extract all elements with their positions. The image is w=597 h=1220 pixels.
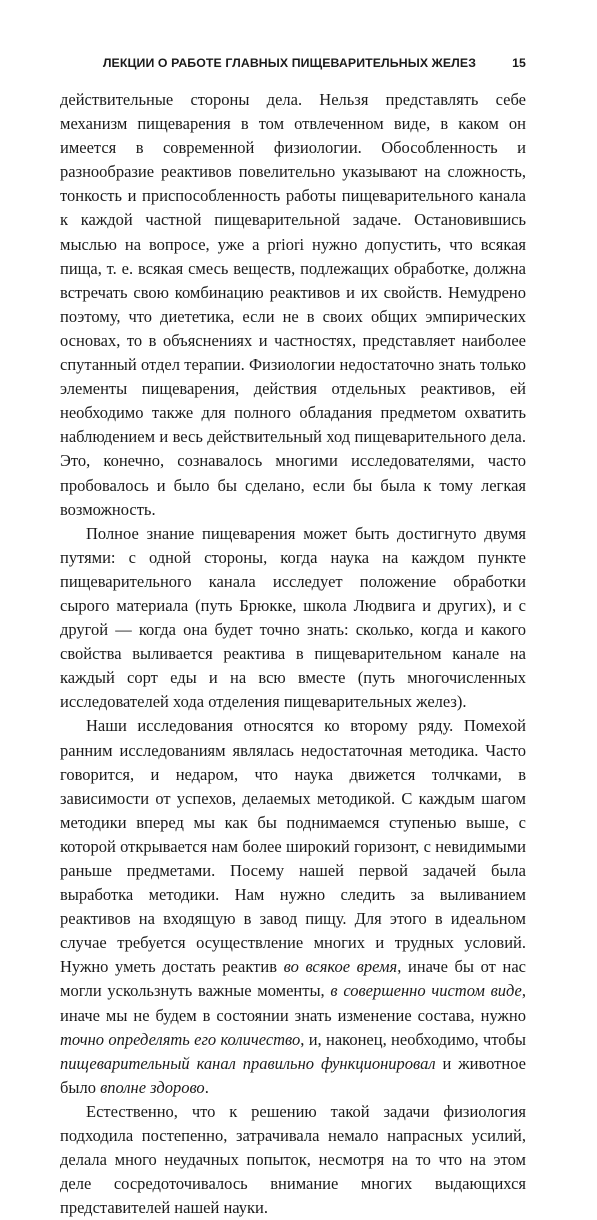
text-run: . xyxy=(204,1077,209,1097)
paragraph xyxy=(60,522,526,715)
running-header xyxy=(60,56,526,76)
text-run: действительные стороны дела. Нельзя представлять себе механизм пищеварения в том отвлеченном виде, в каком он имеется в современной физиологии. Обособленность и разнообразие реактивов повелительно указывают на сложность, тонкость и приспособленность работы пищеварительного канала к каждой частной пищеварительной задаче. Остановившись мыслью на вопросе, уже a priori нужно допустить, что всякая пища, т. е. всякая смесь веществ, подлежащих обработке, должна встречать свою комбинацию реактивов и их свойств. Немудрено поэтому, что диететика, если не в своих общих эмпирических основах, то в объяснениях и частностях, представляет наиболее спутанный отдел терапии. Физиологии недостаточно знать только элементы пищеварения, действия отдельных реактивов, ей необходимо также для полного обладания предметом охватить наблюдением и весь действительный ход пищеварительного дела. Это, конечно, сознавалось многими исследователями, часто пробовалось и было бы сделано, если бы была к тому легкая возможность. xyxy=(60,90,526,519)
emphasis-text: точно определять его количество xyxy=(60,1029,301,1049)
paragraph xyxy=(60,1100,526,1220)
emphasis-text: во всякое время xyxy=(283,957,398,977)
text-run: , и, наконец, необходимо, чтобы xyxy=(300,1029,526,1049)
emphasis-text: в совершенно чистом виде xyxy=(330,981,522,1001)
paragraph xyxy=(60,714,526,1100)
page-number: 15 xyxy=(512,56,526,70)
running-title: ЛЕКЦИИ О РАБОТЕ ГЛАВНЫХ ПИЩЕВАРИТЕЛЬНЫХ ЖЕЛЕЗ xyxy=(102,56,476,70)
text-run: и животное было xyxy=(60,1053,526,1097)
text-run: Полное знание пищеварения может быть достигнуто двумя путями: с одной стороны, когда наука на каждом пункте пищеварительного канала исследует положение обработки сырого материала (путь Брюкке, школа Людвига и других), и с другой — когда она будет точно знать: сколько, когда и какого свойства выливается реактива в пищеварительном канале на каждый сорт еды и на всю вместе (путь многочисленных исследователей хода отделения пищеварительных желез). xyxy=(60,523,526,712)
body-text xyxy=(60,88,526,1220)
paragraph xyxy=(60,88,526,522)
text-run: , иначе мы не будем в состоянии знать изменение состава, нужно xyxy=(60,981,526,1025)
text-run: , иначе бы от нас могли ускользнуть важные моменты, xyxy=(60,957,526,1001)
emphasis-text: вполне здорово xyxy=(100,1077,205,1097)
text-run: Естественно, что к решению такой задачи физиология подходила постепенно, затрачивала немало напрасных усилий, делала много неудачных попыток, несмотря на то что на этом деле сосредоточивалось внимание многих выдающихся представителей нашей науки. xyxy=(60,1101,526,1218)
text-run: Наши исследования относятся ко второму ряду. Помехой ранним исследованиям являлась недостаточная методика. Часто говорится, и недаром, что наука движется толчками, в зависимости от успехов, делаемых методикой. С каждым шагом методики вперед мы как бы поднимаемся ступенью выше, с которой открывается нам более широкий горизонт, с невидимыми раньше предметами. Посему нашей первой задачей была выработка методики. Нам нужно следить за выливанием реактивов на входящую в завод пищу. Для этого в идеальном случае требуется осуществление многих и трудных условий. Нужно уметь достать реактив xyxy=(60,716,526,977)
emphasis-text: пищеварительный канал правильно функционировал xyxy=(60,1053,436,1073)
